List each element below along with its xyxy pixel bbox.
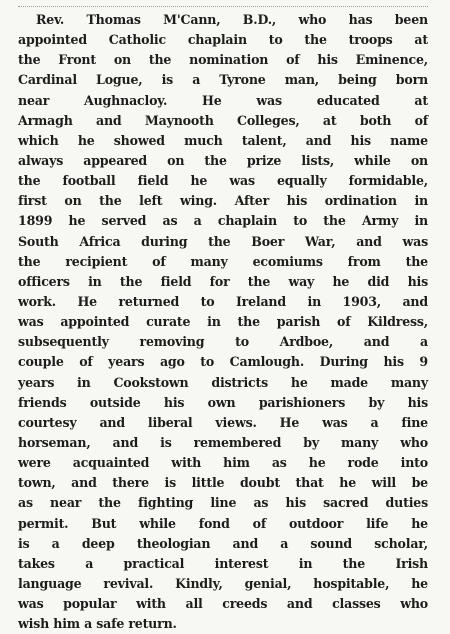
article-line: work. He returned to Ireland in 1903, and <box>18 293 428 309</box>
article-line: subsequently removing to Ardboe, and a <box>18 334 428 350</box>
article-line: appointed Catholic chaplain to the troops at <box>18 32 428 48</box>
article-line: the recipient of many ecomiums from the <box>18 253 428 269</box>
article-line: Cardinal Logue, is a Tyrone man, being born <box>18 72 428 88</box>
article-line: first on the left wing. After his ordination in <box>18 193 428 209</box>
article-line: as near the fighting line as his sacred duties <box>18 495 428 511</box>
article-line: Rev. Thomas M'Cann, B.D., who has been <box>36 12 428 27</box>
article-line: officers in the field for the way he did his <box>18 273 428 289</box>
article-line: permit. But while fond of outdoor life he <box>18 515 428 531</box>
article-body <box>18 10 428 634</box>
article-line: South Africa during the Boer War, and was <box>18 233 428 249</box>
article-line: couple of years ago to Camlough. During his 9 <box>18 354 428 370</box>
article-line: 1899 he served as a chaplain to the Army in <box>18 213 428 229</box>
article-line: wish him a safe return. <box>18 616 177 632</box>
article-line: was popular with all creeds and classes who <box>18 596 428 612</box>
top-rule <box>18 6 428 7</box>
article-line: were acquainted with him as he rode into <box>18 455 428 471</box>
article-line: town, and there is little doubt that he will be <box>18 475 428 491</box>
article-line: language revival. Kindly, genial, hospitable, he <box>18 575 428 591</box>
article-line: always appeared on the prize lists, while on <box>18 152 428 168</box>
article-line: Armagh and Maynooth Colleges, at both of <box>18 112 428 128</box>
article-line: the football field he was equally formidable, <box>18 173 428 189</box>
article-line: friends outside his own parishioners by his <box>18 394 428 410</box>
article-line: which he showed much talent, and his name <box>18 132 428 148</box>
article-line: the Front on the nomination of his Eminence, <box>18 52 428 68</box>
article-line: years in Cookstown districts he made many <box>18 374 428 390</box>
article-line: was appointed curate in the parish of Kildress, <box>18 314 428 330</box>
article-line: near Aughnacloy. He was educated at <box>18 92 428 108</box>
article-line: horseman, and is remembered by many who <box>18 434 428 450</box>
article-line: is a deep theologian and a sound scholar, <box>18 535 428 551</box>
newspaper-column <box>18 10 428 632</box>
article-line: courtesy and liberal views. He was a fine <box>18 414 428 430</box>
article-line: takes a practical interest in the Irish <box>18 555 428 571</box>
